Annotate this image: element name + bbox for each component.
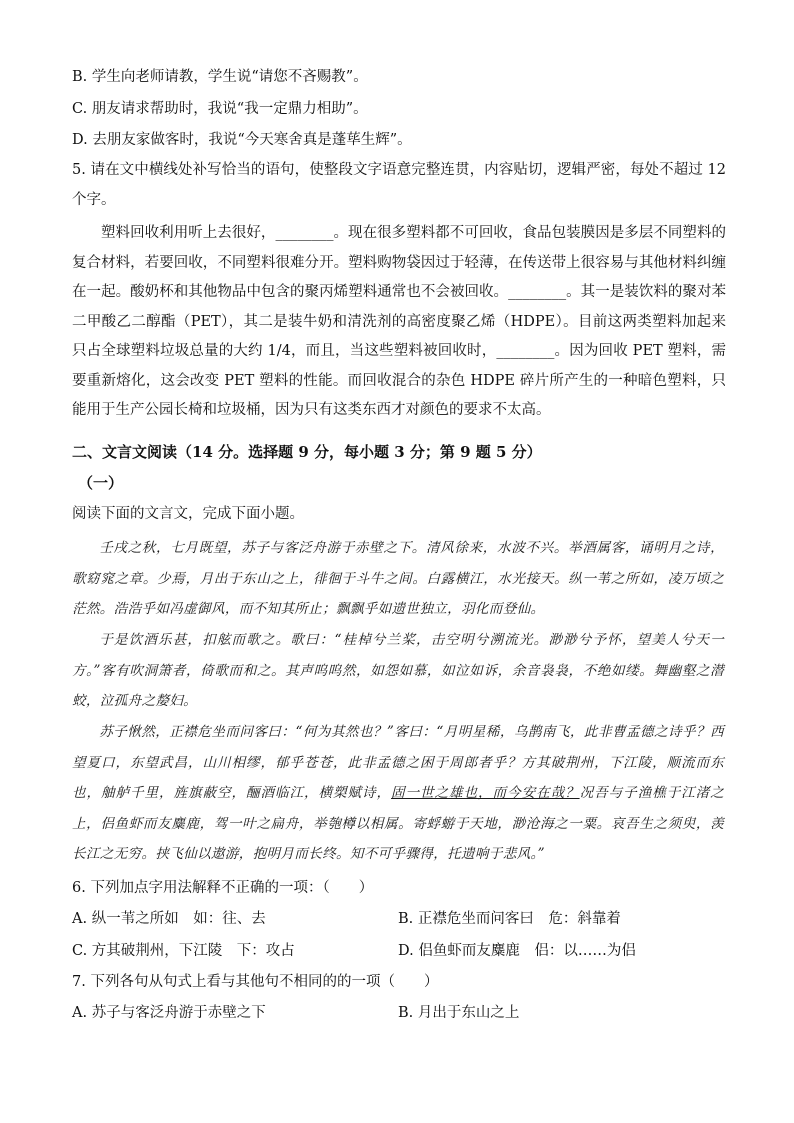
underlined-sentence: 固一世之雄也，而今安在哉？ [391, 785, 580, 801]
question-6-stem: 6. 下列加点字用法解释不正确的一项：（ ） [72, 880, 374, 896]
question-7-option-b: B. 月出于东山之上 [398, 1005, 520, 1021]
section-2-subtitle: （一） [78, 474, 124, 492]
question-5-passage: 塑料回收利用听上去很好，________。现在很多塑料都不可回收，食品包装膜因是多层不同塑料的复合材料，若要回收，不同塑料很难分开。塑料购物袋因过于轻薄，在传送带上很容易与其他材料纠缠在一起。酸奶杯和其他物品中包含的聚丙烯塑料通常也不会被回收。________。其一是装饮料的聚对苯二甲酸乙二醇酯（PET），其二是装牛奶和清洗剂的高密度聚乙烯（HDPE）。目前这两类塑料加起来只占全球塑料垃圾总量的大约 1/4，而且，当这些塑料被回收时，________。因为回收 PET 塑料，需要重新熔化，这会改变 PET 塑料的性能。而回收混合的杂色 HDPE 碎片所产生的一种暗色塑料，只能用于生产公园长椅和垃圾桶，因为只有这类东西才对颜色的要求不太高。 [72, 225, 726, 418]
section-2-title: 二、文言文阅读（14 分。选择题 9 分，每小题 3 分；第 9 题 5 分） [72, 443, 542, 461]
question-7-option-a: A. 苏子与客泛舟游于赤壁之下 [72, 1005, 266, 1021]
option-d-line: D. 去朋友家做客时，我说“今天寒舍真是蓬荜生辉”。 [72, 132, 412, 148]
classic-paragraph-3 [72, 717, 724, 870]
question-7-stem: 7. 下列各句从句式上看与其他句不相同的的一项（ ） [72, 974, 439, 990]
classic-paragraph-3-part-1: 苏子愀然，正襟危坐而问客曰：“何为其然也？”客曰：“月明星稀，乌鹊南飞，此非曹孟德之诗乎？西望夏口，东望武昌，山川相缪，郁乎苍苍，此非孟德之困于周郎者乎？方其破荆州，下江陵，顺流而东也，舳舻千里，旌旗蔽空，酾酒临江，横槊赋诗， [72, 724, 724, 801]
question-6-option-d: D. 侣鱼虾而友麋鹿 侣：以……为侣 [398, 943, 636, 959]
classic-paragraph-3-part-2: 况吾与子渔樵于江渚之上，侣鱼虾而友麋鹿，驾一叶之扁舟，举匏樽以相属。寄蜉蝣于天地，渺沧海之一粟。哀吾生之须臾，羡长江之无穷。挟飞仙以遨游，抱明月而长终。知不可乎骤得，托遗响于悲风。” [72, 785, 724, 862]
option-b-line: B. 学生向老师请教，学生说“请您不吝赐教”。 [72, 69, 368, 85]
question-5-stem: 5. 请在文中横线处补写恰当的语句，使整段文字语意完整连贯，内容贴切，逻辑严密，每处不超过 12 个字。 [72, 162, 726, 208]
question-6-option-c: C. 方其破荆州，下江陵 下：攻占 [72, 943, 295, 959]
question-6-option-a: A. 纵一苇之所如 如：往、去 [72, 911, 266, 927]
classic-paragraph-2: 于是饮酒乐甚，扣舷而歌之。歌曰：“桂棹兮兰桨，击空明兮溯流光。渺渺兮予怀，望美人兮天一方。”客有吹洞箫者，倚歌而和之。其声呜呜然，如怨如慕，如泣如诉，余音袅袅，不绝如缕。舞幽壑之潜蛟，泣孤舟之嫠妇。 [72, 632, 724, 709]
question-6-option-b: B. 正襟危坐而问客曰 危：斜靠着 [398, 911, 621, 927]
classic-paragraph-1: 壬戌之秋，七月既望，苏子与客泛舟游于赤壁之下。清风徐来，水波不兴。举酒属客，诵明月之诗，歌窈窕之章。少焉，月出于东山之上，徘徊于斗牛之间。白露横江，水光接天。纵一苇之所如，凌万顷之茫然。浩浩乎如冯虚御风，而不知其所止；飘飘乎如遗世独立，羽化而登仙。 [72, 540, 724, 617]
option-c-line: C. 朋友请求帮助时，我说“我一定鼎力相助”。 [72, 101, 368, 117]
reading-instruction: 阅读下面的文言文，完成下面小题。 [72, 506, 304, 522]
